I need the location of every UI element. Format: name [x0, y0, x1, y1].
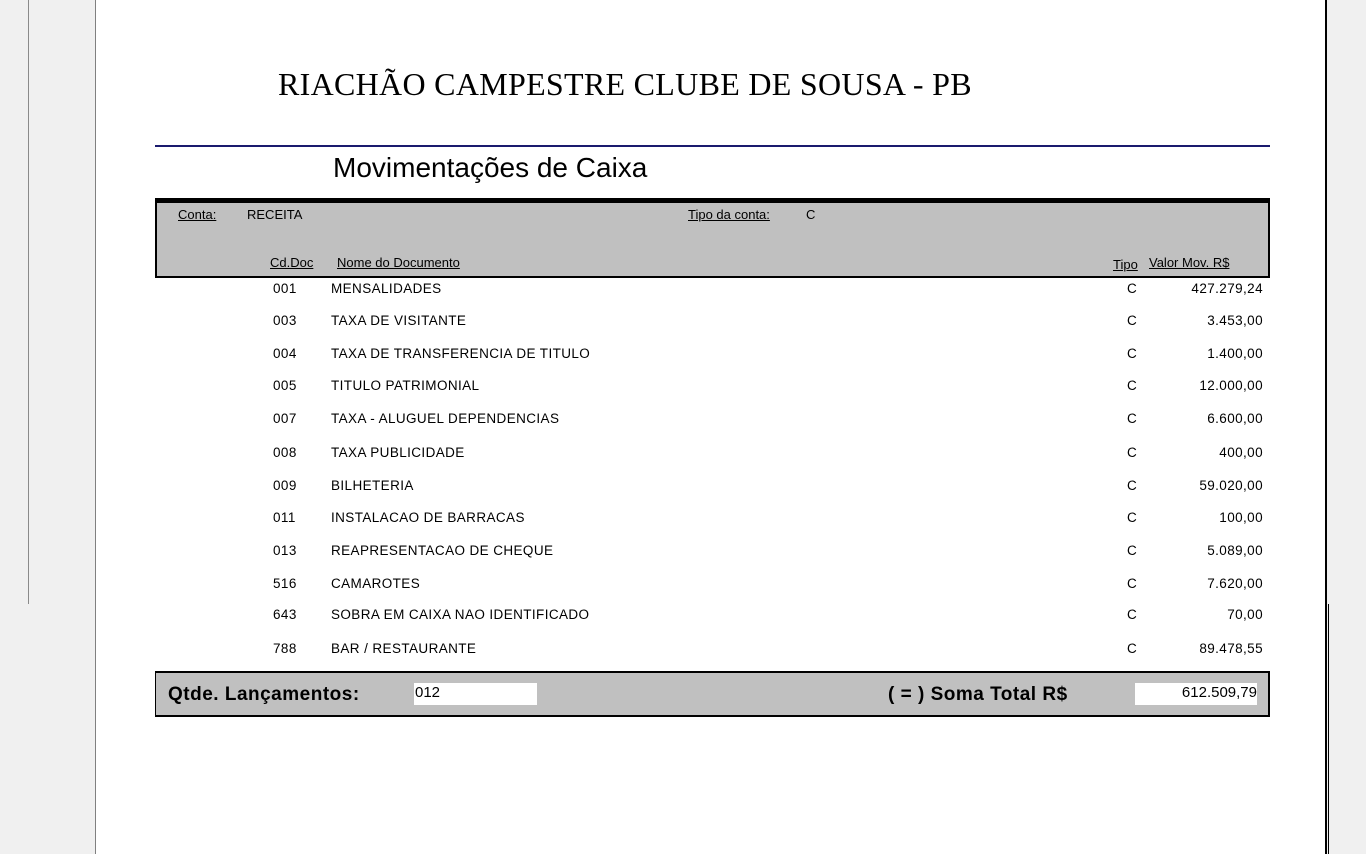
row-tipo: C — [1127, 478, 1138, 493]
row-code: 516 — [273, 576, 297, 591]
row-code: 011 — [273, 510, 296, 525]
row-name: TAXA - ALUGUEL DEPENDENCIAS — [331, 411, 560, 426]
row-value: 70,00 — [1227, 607, 1263, 622]
tipo-conta-label: Tipo da conta: — [688, 207, 770, 222]
row-name: BAR / RESTAURANTE — [331, 641, 477, 656]
row-value: 59.020,00 — [1199, 478, 1263, 493]
report-title: Movimentações de Caixa — [333, 152, 648, 183]
table-row — [0, 607, 1366, 627]
club-title: RIACHÃO CAMPESTRE CLUBE DE SOUSA - PB — [278, 66, 972, 102]
row-value: 12.000,00 — [1199, 378, 1263, 393]
table-row — [0, 510, 1366, 530]
row-tipo: C — [1127, 607, 1138, 622]
row-value: 427.279,24 — [1191, 281, 1263, 296]
row-name: SOBRA EM CAIXA NAO IDENTIFICADO — [331, 607, 590, 622]
row-name: TAXA DE TRANSFERENCIA DE TITULO — [331, 346, 591, 361]
row-code: 007 — [273, 411, 297, 426]
row-tipo: C — [1127, 313, 1138, 328]
table-row — [0, 445, 1366, 465]
row-tipo: C — [1127, 378, 1138, 393]
row-name: INSTALACAO DE BARRACAS — [331, 510, 525, 525]
row-code: 001 — [273, 281, 297, 296]
row-tipo: C — [1127, 543, 1138, 558]
row-tipo: C — [1127, 445, 1138, 460]
row-code: 013 — [273, 543, 297, 558]
table-row — [0, 411, 1366, 431]
conta-value: RECEITA — [247, 207, 303, 222]
row-value: 1.400,00 — [1207, 346, 1263, 361]
row-code: 009 — [273, 478, 297, 493]
table-row — [0, 281, 1366, 301]
row-tipo: C — [1127, 346, 1138, 361]
table-row — [0, 543, 1366, 563]
column-header-tipo: Tipo — [1113, 257, 1138, 272]
table-row — [0, 478, 1366, 498]
row-name: TAXA PUBLICIDADE — [331, 445, 465, 460]
column-header-nome: Nome do Documento — [337, 255, 460, 270]
column-header-cd-doc: Cd.Doc — [270, 255, 314, 270]
table-row — [0, 576, 1366, 596]
row-name: BILHETERIA — [331, 478, 414, 493]
row-code: 004 — [273, 346, 297, 361]
row-tipo: C — [1127, 281, 1138, 296]
row-value: 400,00 — [1219, 445, 1263, 460]
row-name: CAMAROTES — [331, 576, 421, 591]
row-value: 100,00 — [1219, 510, 1263, 525]
row-code: 005 — [273, 378, 297, 393]
row-tipo: C — [1127, 576, 1138, 591]
row-name: TITULO PATRIMONIAL — [331, 378, 480, 393]
row-code: 643 — [273, 607, 297, 622]
row-value: 5.089,00 — [1207, 543, 1263, 558]
row-value: 7.620,00 — [1207, 576, 1263, 591]
row-name: MENSALIDADES — [331, 281, 442, 296]
table-row — [0, 313, 1366, 333]
qtde-label: Qtde. Lançamentos: — [168, 684, 360, 705]
title-rule — [155, 145, 1270, 147]
total-label: ( = ) Soma Total R$ — [888, 684, 1068, 705]
row-name: TAXA DE VISITANTE — [331, 313, 467, 328]
row-tipo: C — [1127, 411, 1138, 426]
table-row — [0, 378, 1366, 398]
table-row — [0, 346, 1366, 366]
row-code: 003 — [273, 313, 297, 328]
row-value: 3.453,00 — [1207, 313, 1263, 328]
qtde-value: 012 — [414, 683, 537, 705]
row-code: 008 — [273, 445, 297, 460]
row-code: 788 — [273, 641, 297, 656]
table-row — [0, 641, 1366, 661]
column-header-valor: Valor Mov. R$ — [1149, 255, 1230, 270]
total-value: 612.509,79 — [1135, 683, 1257, 705]
row-tipo: C — [1127, 510, 1138, 525]
conta-label: Conta: — [178, 207, 217, 222]
row-value: 89.478,55 — [1199, 641, 1263, 656]
row-tipo: C — [1127, 641, 1138, 656]
row-value: 6.600,00 — [1207, 411, 1263, 426]
tipo-conta-value: C — [806, 207, 816, 222]
row-name: REAPRESENTACAO DE CHEQUE — [331, 543, 554, 558]
